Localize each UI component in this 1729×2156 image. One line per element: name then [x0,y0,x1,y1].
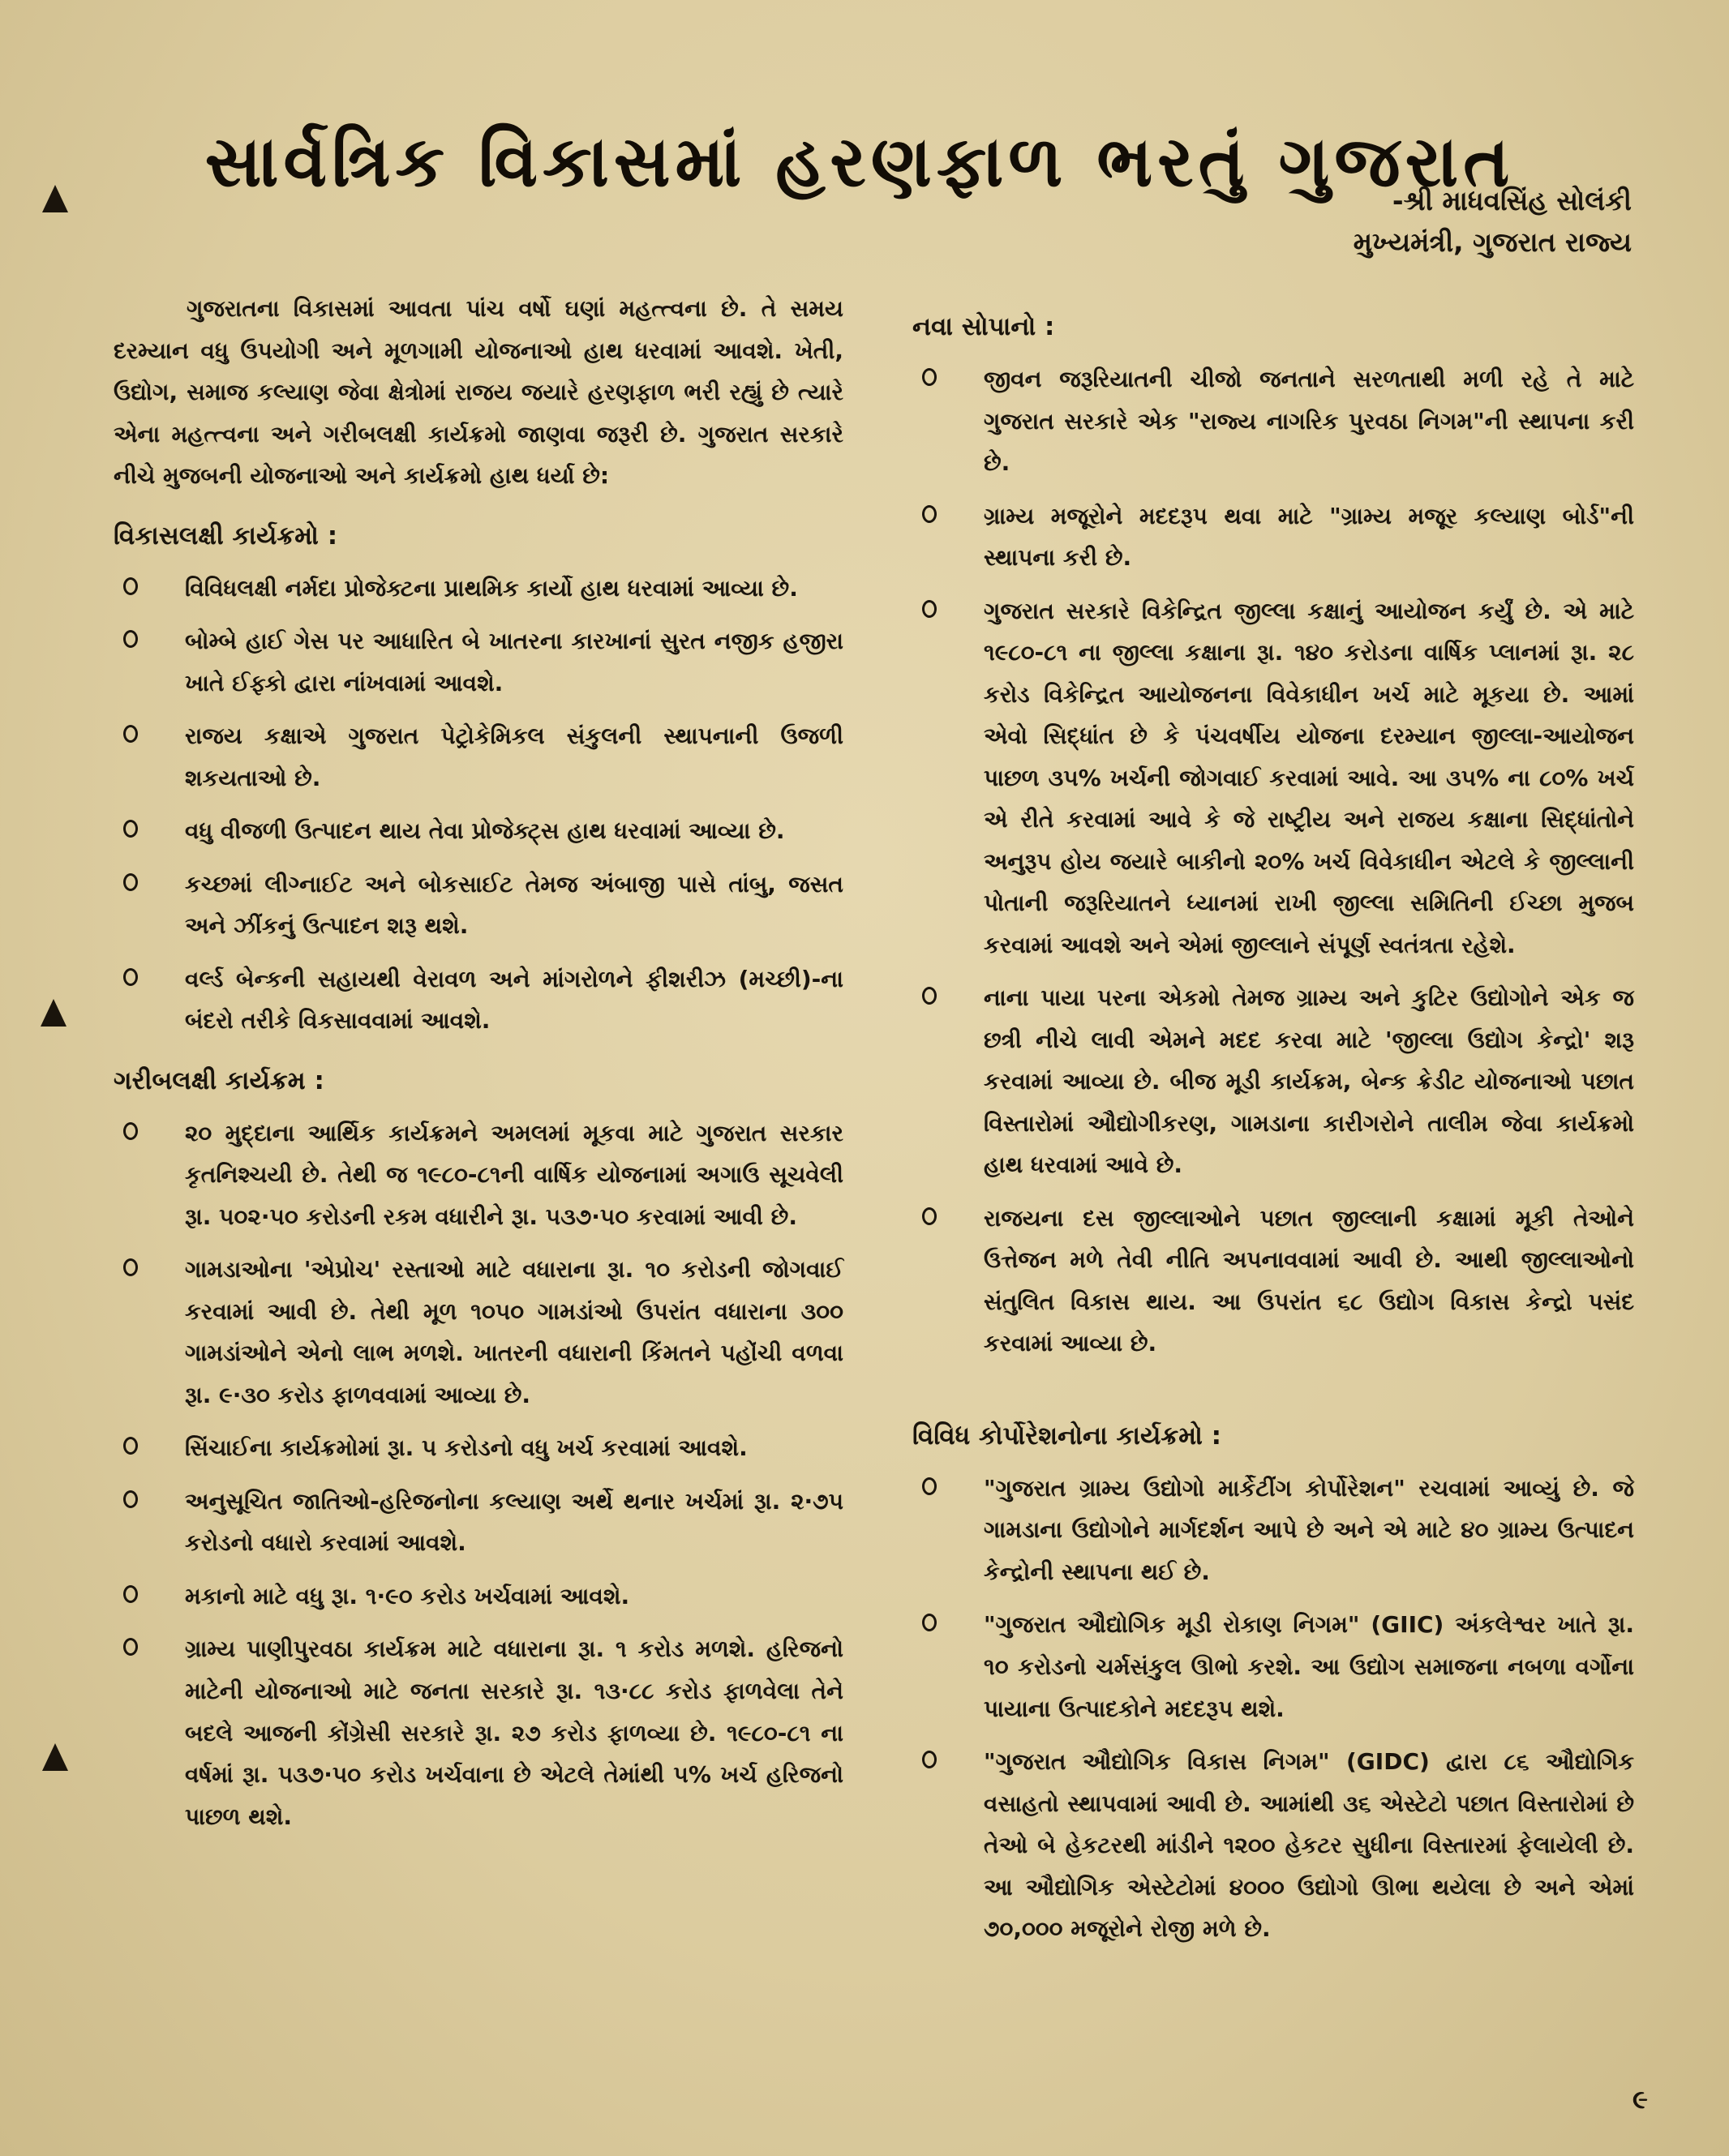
bullet-icon [922,1207,937,1225]
list-sopan [912,358,1634,1365]
right-column [912,288,1634,1961]
list-corp [912,1468,1634,1950]
list-item: મકાનો માટે વધુ રૂા. ૧·૯૦ કરોડ ખર્ચવામાં આવશે. [114,1575,843,1618]
author-name: -શ્રી માધવસિંહ સોલંકી [1392,185,1632,216]
list-item: નાના પાયા પરના એકમો તેમજ ગ્રામ્ય અને કુટિર ઉદ્યોગોને એક જ છત્રી નીચે લાવી એમને મદદ કરવા માટે 'જીલ્લા ઉદ્યોગ કેન્દ્રો' શરૂ કરવામાં આવ્યા છે. બીજ મૂડી કાર્યક્રમ, બેન્ક ક્રેડીટ યોજનાઓ પછાત વિસ્તારોમાં ઔદ્યોગીકરણ, ગામડાના કારીગરોને તાલીમ જેવા કાર્યક્રમો હાથ ધરવામાં આવે છે. [912,977,1634,1186]
page-number: ૯ [1632,2084,1648,2115]
margin-mark [42,185,68,212]
list-item: રાજયના દસ જીલ્લાઓને પછાત જીલ્લાની કક્ષામાં મૂકી તેઓને ઉત્તેજન મળે તેવી નીતિ અપનાવવામાં આવી છે. આથી જીલ્લાઓનો સંતુલિત વિકાસ થાય. આ ઉપરાંત ૬૮ ઉદ્યોગ વિકાસ કેન્દ્રો પસંદ કરવામાં આવ્યા છે. [912,1198,1634,1365]
bullet-icon [123,630,138,648]
bullet-icon [123,1122,138,1140]
margin-mark [42,1743,68,1771]
list-item: ૨૦ મુદ્દાના આર્થિક કાર્યક્રમને અમલમાં મૂકવા માટે ગુજરાત સરકાર કૃતનિશ્ચયી છે. તેથી જ ૧૯૮૦-૮૧ની વાર્ષિક યોજનામાં અગાઉ સૂચવેલી રૂા. ૫૦૨·૫૦ કરોડની રકમ વધારીને રૂા. ૫૩૭·૫૦ કરવામાં આવી છે. [114,1112,843,1238]
margin-mark [41,999,66,1027]
list-item: ગુજરાત સરકારે વિકેન્દ્રિત જીલ્લા કક્ષાનું આયોજન કર્યું છે. એ માટે ૧૯૮૦-૮૧ ના જીલ્લા કક્ષાના રૂા. ૧૪૦ કરોડના વાર્ષિક પ્લાનમાં રૂા. ૨૮ કરોડ વિકેન્દ્રિત આયોજનના વિવેકાધીન ખર્ચ માટે મૂકયા છે. આમાં એવો સિદ્ધાંત છે કે પંચવર્ષીય યોજના દરમ્યાન જીલ્લા-આયોજન પાછળ ૩૫% ખર્ચની જોગવાઈ કરવામાં આવે. આ ૩૫% ના ૮૦% ખર્ચ એ રીતે કરવામાં આવે કે જે રાષ્ટ્રીય અને રાજય કક્ષાના સિદ્ધાંતોને અનુરૂપ હોય જયારે બાકીનો ૨૦% ખર્ચ વિવેકાધીન એટલે કે જીલ્લાની પોતાની જરૂરિયાતને ધ્યાનમાં રાખી જીલ્લા સમિતિની ઈચ્છા મુજબ કરવામાં આવશે અને એમાં જીલ્લાને સંપૂર્ણ સ્વતંત્રતા રહેશે. [912,590,1634,967]
bullet-icon [922,368,937,386]
intro-paragraph: ગુજરાતના વિકાસમાં આવતા પાંચ વર્ષો ઘણાં મહત્ત્વના છે. તે સમય દરમ્યાન વધુ ઉપયોગી અને મૂળગામી યોજનાઓ હાથ ધરવામાં આવશે. ખેતી, ઉદ્યોગ, સમાજ કલ્યાણ જેવા ક્ષેત્રોમાં રાજય જયારે હરણફાળ ભરી રહ્યું છે ત્યારે એના મહત્ત્વના અને ગરીબલક્ષી કાર્યક્રમો જાણવા જરૂરી છે. ગુજરાત સરકારે નીચે મુજબની યોજનાઓ અને કાર્યક્રમો હાથ ધર્યા છે: [114,295,843,490]
list-item: જીવન જરૂરિયાતની ચીજો જનતાને સરળતાથી મળી રહે તે માટે ગુજરાત સરકારે એક "રાજ્ય નાગરિક પુરવઠા નિગમ"ની સ્થાપના કરી છે. [912,358,1634,484]
bullet-icon [123,820,138,838]
list-item: બોમ્બે હાઈ ગેસ પર આધારિત બે ખાતરના કારખાનાં સુરત નજીક હજીરા ખાતે ઈફ્કો દ્વારા નાંખવામાં આવશે. [114,620,843,704]
bullet-icon [123,873,138,891]
list-vikas [114,568,843,1042]
section-heading-sopan: નવા સોપાનો : [912,312,1055,341]
list-item: ગામડાઓના 'એપ્રોચ' રસ્તાઓ માટે વધારાના રૂા. ૧૦ કરોડની જોગવાઈ કરવામાં આવી છે. તેથી મૂળ ૧૦૫૦ ગામડાંઓ ઉપરાંત વધારાના ૩૦૦ ગામડાંઓને એનો લાભ મળશે. ખાતરની વધારાની કિંમતને પહોંચી વળવા રૂા. ૯·૩૦ કરોડ ફાળવવામાં આવ્યા છે. [114,1249,843,1416]
bullet-icon [922,987,937,1005]
list-item: "ગુજરાત ઔદ્યોગિક વિકાસ નિગમ" (GIDC) દ્વારા ૮૬ ઔદ્યોગિક વસાહતો સ્થાપવામાં આવી છે. આમાંથી ૩૬ એસ્ટેટો પછાત વિસ્તારોમાં છે તેઓ બે હેકટરથી માંડીને ૧૨૦૦ હેકટર સુધીના વિસ્તારમાં ફેલાયેલી છે. આ ઔદ્યોગિક એસ્ટેટોમાં ૪૦૦૦ ઉદ્યોગો ઊભા થયેલા છે અને એમાં ૭૦,૦૦૦ મજૂરોને રોજી મળે છે. [912,1741,1634,1950]
list-item: સિંચાઈના કાર્યક્રમોમાં રૂા. ૫ કરોડનો વધુ ખર્ચ કરવામાં આવશે. [114,1427,843,1469]
list-item: રાજય કક્ષાએ ગુજરાત પેટ્રોકેમિકલ સંકુલની સ્થાપનાની ઉજળી શકયતાઓ છે. [114,715,843,799]
bullet-icon [123,1437,138,1455]
bullet-icon [922,600,937,618]
bullet-icon [922,1614,937,1631]
list-item: ગ્રામ્ય પાણીપુરવઠા કાર્યક્રમ માટે વધારાના રૂા. ૧ કરોડ મળશે. હરિજનો માટેની યોજનાઓ માટે જનતા સરકારે રૂા. ૧૩·૮૮ કરોડ ફાળવેલા તેને બદલે આજની કોંગ્રેસી સરકારે રૂા. ૨૭ કરોડ ફાળવ્યા છે. ૧૯૮૦-૮૧ ના વર્ષમાં રૂા. ૫૩૭·૫૦ કરોડ ખર્ચવાના છે એટલે તેમાંથી ૫% ખર્ચ હરિજનો પાછળ થશે. [114,1628,843,1837]
bullet-icon [123,1490,138,1508]
section-heading-corp: વિવિધ કોર્પોરેશનોના કાર્યક્રમો : [912,1421,1222,1451]
section-heading-vikas: વિકાસલક્ષી કાર્યક્રમો : [114,521,338,551]
article-title: સાર્વત્રિક વિકાસમાં હરણફાળ ભરતું ગુજરાત [204,121,1515,203]
bullet-icon [922,1751,937,1768]
list-item: કચ્છમાં લીગ્નાઈટ અને બોકસાઈટ તેમજ અંબાજી પાસે તાંબુ, જસત અને ઝીંકનું ઉત્પાદન શરૂ થશે. [114,864,843,947]
bullet-icon [922,1477,937,1495]
bullet-icon [123,1638,138,1656]
list-item: વિવિધલક્ષી નર્મદા પ્રોજેક્ટના પ્રાથમિક કાર્યો હાથ ધરવામાં આવ્યા છે. [114,568,843,610]
bullet-icon [123,1585,138,1603]
list-item: ગ્રામ્ય મજૂરોને મદદરૂપ થવા માટે "ગ્રામ્ય મજૂર કલ્યાણ બોર્ડ"ની સ્થાપના કરી છે. [912,495,1634,579]
list-item: વર્લ્ડ બેન્કની સહાયથી વેરાવળ અને માંગરોળને ફીશરીઝ (મચ્છી)-ના બંદરો તરીકે વિકસાવવામાં આવશે. [114,958,843,1042]
list-garib [114,1112,843,1837]
left-column [114,288,843,1849]
list-item: અનુસૂચિત જાતિઓ-હરિજનોના કલ્યાણ અર્થે થનાર ખર્ચમાં રૂા. ૨·૭૫ કરોડનો વધારો કરવામાં આવશે. [114,1481,843,1564]
bullet-icon [123,1258,138,1276]
bullet-icon [123,577,138,595]
bullet-icon [922,505,937,523]
bullet-icon [123,968,138,986]
section-heading-garib: ગરીબલક્ષી કાર્યક્રમ : [114,1065,324,1095]
list-item: "ગુજરાત ગ્રામ્ય ઉદ્યોગો માર્કેટીંગ કોર્પોરેશન" રચવામાં આવ્યું છે. જે ગામડાના ઉદ્યોગોને માર્ગદર્શન આપે છે અને એ માટે ૪૦ ગ્રામ્ય ઉત્પાદન કેન્દ્રોની સ્થાપના થઈ છે. [912,1468,1634,1593]
byline [1354,180,1632,263]
list-item: "ગુજરાત ઔદ્યોગિક મૂડી રોકાણ નિગમ" (GIIC) અંકલેશ્વર ખાતે રૂા. ૧૦ કરોડનો ચર્મસંકુલ ઊભો કરશે. આ ઉદ્યોગ સમાજના નબળા વર્ગોના પાયાના ઉત્પાદકોને મદદરૂપ થશે. [912,1604,1634,1730]
bullet-icon [123,725,138,743]
list-item: વધુ વીજળી ઉત્પાદન થાય તેવા પ્રોજેક્ટ્સ હાથ ધરવામાં આવ્યા છે. [114,810,843,852]
author-role: મુખ્યમંત્રી, ગુજરાત રાજ્ય [1353,226,1632,259]
